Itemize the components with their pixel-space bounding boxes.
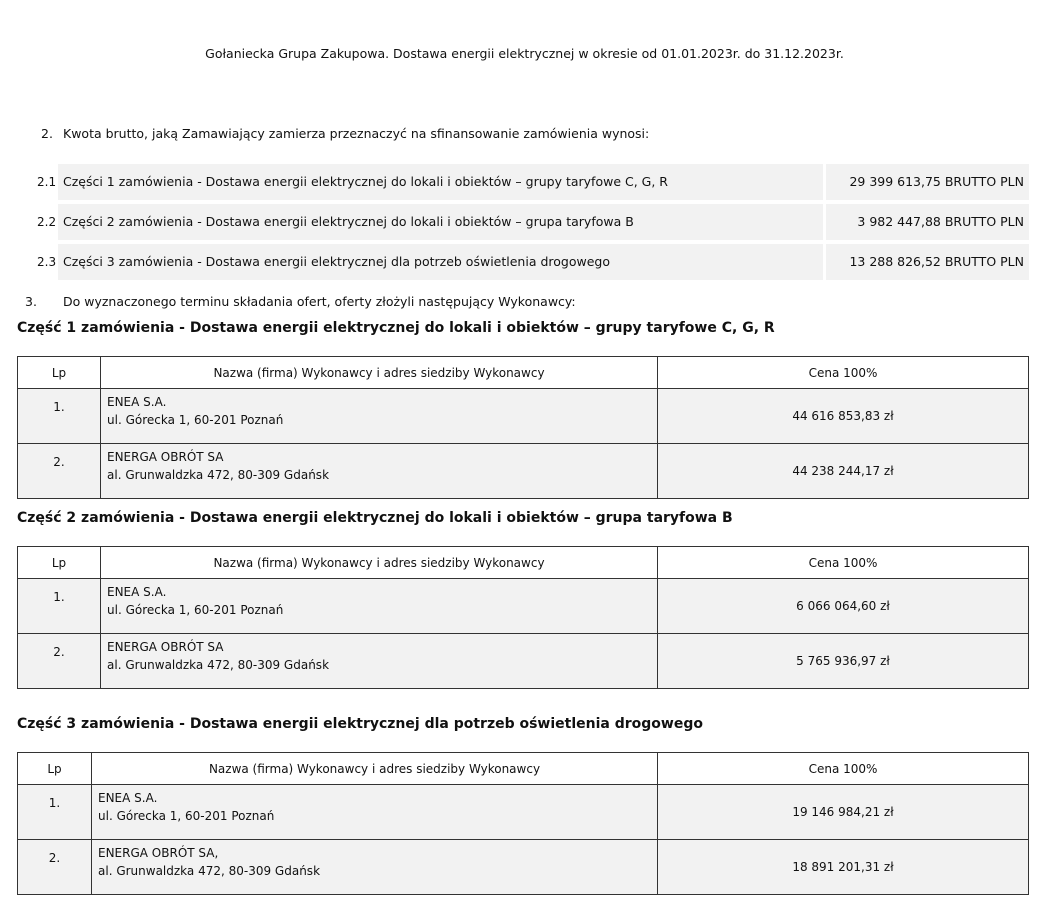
- row-price: 5 765 936,97 zł: [658, 634, 1029, 689]
- row-price: 44 616 853,83 zł: [658, 389, 1029, 444]
- column-header-price: Cena 100%: [658, 357, 1029, 389]
- row-lp: 2.: [18, 840, 92, 895]
- row-contractor: [101, 579, 658, 634]
- row-contractor: [92, 785, 658, 840]
- budget-row-number: 2.2: [37, 215, 57, 229]
- contractor-address: al. Grunwaldzka 472, 80-309 Gdańsk: [107, 468, 330, 482]
- budget-row-description: Części 2 zamówienia - Dostawa energii elektrycznej do lokali i obiektów – grupa taryfowa B: [58, 204, 823, 240]
- row-contractor: [101, 634, 658, 689]
- column-header-name: Nazwa (firma) Wykonawcy i adres siedziby Wykonawcy: [101, 357, 658, 389]
- budget-row-amount: 29 399 613,75 BRUTTO PLN: [826, 164, 1029, 200]
- row-contractor: [101, 444, 658, 499]
- section-3-text: Do wyznaczonego terminu składania ofert, oferty złożyli następujący Wykonawcy:: [63, 294, 576, 309]
- contractor-address: ul. Górecka 1, 60-201 Poznań: [107, 413, 284, 427]
- contractor-address: al. Grunwaldzka 472, 80-309 Gdańsk: [98, 864, 321, 878]
- row-price: 44 238 244,17 zł: [658, 444, 1029, 499]
- part-3-offers-table: [17, 752, 1029, 895]
- row-contractor: [101, 389, 658, 444]
- row-price: 18 891 201,31 zł: [658, 840, 1029, 895]
- table-row: [18, 389, 1029, 444]
- column-header-lp: Lp: [18, 357, 101, 389]
- row-lp: 1.: [18, 389, 101, 444]
- table-row: [18, 444, 1029, 499]
- table-row: [18, 785, 1029, 840]
- section-3-number: 3.: [25, 294, 37, 309]
- budget-row: [0, 244, 1049, 282]
- contractor-name: ENEA S.A.: [98, 791, 158, 805]
- row-lp: 2.: [18, 634, 101, 689]
- part-3-title: Część 3 zamówienia - Dostawa energii elektrycznej dla potrzeb oświetlenia drogowego: [17, 716, 703, 732]
- contractor-name: ENEA S.A.: [107, 395, 167, 409]
- row-price: 19 146 984,21 zł: [658, 785, 1029, 840]
- part-2-title: Część 2 zamówienia - Dostawa energii elektrycznej do lokali i obiektów – grupa taryfowa B: [17, 510, 733, 526]
- contractor-address: ul. Górecka 1, 60-201 Poznań: [107, 603, 284, 617]
- budget-row-description: Części 1 zamówienia - Dostawa energii elektrycznej do lokali i obiektów – grupy taryfowe C, G, R: [58, 164, 823, 200]
- document-title: Gołaniecka Grupa Zakupowa. Dostawa energii elektrycznej w okresie od 01.01.2023r. do 31.12.2023r.: [205, 46, 844, 61]
- budget-row-amount: 13 288 826,52 BRUTTO PLN: [826, 244, 1029, 280]
- column-header-lp: Lp: [18, 753, 92, 785]
- contractor-name: ENERGA OBRÓT SA: [107, 640, 224, 654]
- table-row: [18, 579, 1029, 634]
- row-price: 6 066 064,60 zł: [658, 579, 1029, 634]
- part-2-offers-table: [17, 546, 1029, 689]
- budget-row-description: Części 3 zamówienia - Dostawa energii elektrycznej dla potrzeb oświetlenia drogowego: [58, 244, 823, 280]
- contractor-name: ENERGA OBRÓT SA: [107, 450, 224, 464]
- row-lp: 1.: [18, 785, 92, 840]
- part-1-offers-table: [17, 356, 1029, 499]
- budget-row-amount: 3 982 447,88 BRUTTO PLN: [826, 204, 1029, 240]
- section-2-text: Kwota brutto, jaką Zamawiający zamierza przeznaczyć na sfinansowanie zamówienia wynosi:: [63, 126, 650, 141]
- budget-row-number: 2.1: [37, 175, 57, 189]
- contractor-name: ENERGA OBRÓT SA,: [98, 846, 219, 860]
- column-header-price: Cena 100%: [658, 547, 1029, 579]
- column-header-name: Nazwa (firma) Wykonawcy i adres siedziby Wykonawcy: [101, 547, 658, 579]
- contractor-name: ENEA S.A.: [107, 585, 167, 599]
- budget-row: [0, 164, 1049, 202]
- row-contractor: [92, 840, 658, 895]
- row-lp: 1.: [18, 579, 101, 634]
- contractor-address: al. Grunwaldzka 472, 80-309 Gdańsk: [107, 658, 330, 672]
- contractor-address: ul. Górecka 1, 60-201 Poznań: [98, 809, 275, 823]
- column-header-name: Nazwa (firma) Wykonawcy i adres siedziby Wykonawcy: [92, 753, 658, 785]
- part-1-title: Część 1 zamówienia - Dostawa energii elektrycznej do lokali i obiektów – grupy taryfowe C, G, R: [17, 320, 775, 336]
- budget-row-number: 2.3: [37, 255, 57, 269]
- table-row: [18, 840, 1029, 895]
- row-lp: 2.: [18, 444, 101, 499]
- section-2-number: 2.: [41, 126, 53, 141]
- table-row: [18, 634, 1029, 689]
- budget-row: [0, 204, 1049, 242]
- column-header-lp: Lp: [18, 547, 101, 579]
- column-header-price: Cena 100%: [658, 753, 1029, 785]
